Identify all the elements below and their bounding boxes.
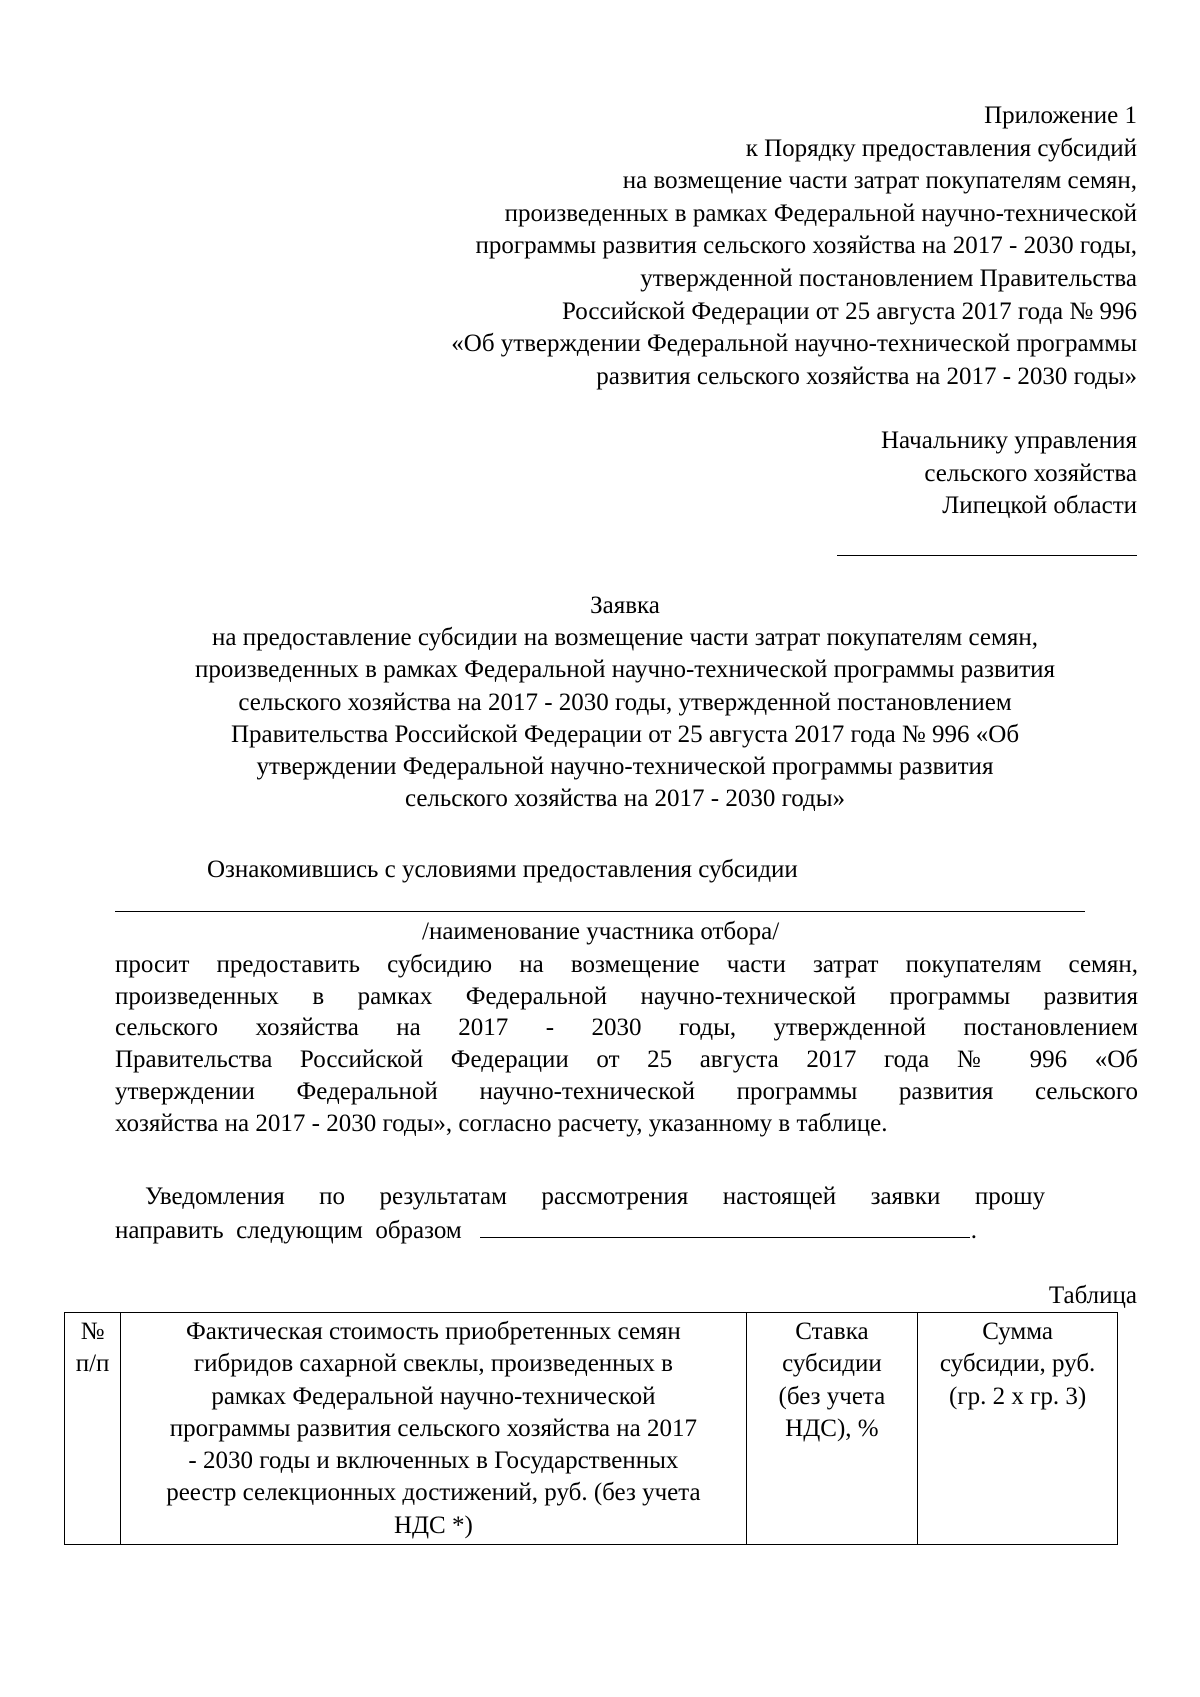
request-line: произведенных в рамках Федеральной научно-технической программы развития bbox=[115, 982, 1138, 1010]
header-line: (без учета bbox=[778, 1382, 886, 1410]
participant-name-blank[interactable] bbox=[115, 911, 1085, 912]
annex-line: произведенных в рамках Федеральной научно-технической bbox=[504, 199, 1137, 227]
header-line: Сумма bbox=[982, 1318, 1053, 1345]
subsidy-calculation-table bbox=[64, 1312, 1118, 1545]
notification-word: рассмотрения bbox=[541, 1183, 689, 1210]
application-subtitle-line: Правительства Российской Федерации от 25 августа 2017 года № 996 «Об bbox=[230, 720, 1020, 748]
addressee-signature-blank[interactable] bbox=[837, 555, 1137, 556]
annex-line: Приложение 1 bbox=[984, 102, 1137, 129]
notification-method-label: направить следующим образом bbox=[115, 1217, 462, 1244]
header-cell-rate bbox=[746, 1313, 918, 1545]
annex-line: «Об утверждении Федеральной научно-технической программы bbox=[451, 330, 1137, 358]
request-line: хозяйства на 2017 - 2030 годы», согласно расчету, указанному в таблице. bbox=[115, 1109, 888, 1137]
annex-line: к Порядку предоставления субсидий bbox=[745, 134, 1137, 162]
application-subtitle-line: утверждении Федеральной научно-технической программы развития bbox=[256, 753, 994, 781]
header-line: реестр селекционных достижений, руб. (без учета bbox=[166, 1479, 701, 1507]
header-line: гибридов сахарной свеклы, произведенных в bbox=[193, 1350, 673, 1378]
request-line: просит предоставить субсидию на возмещение части затрат покупателям семян, bbox=[115, 951, 1138, 978]
notification-word: заявки bbox=[870, 1183, 941, 1210]
intro-text: Ознакомившись с условиями предоставления субсидии bbox=[207, 856, 798, 883]
addressee-line: Липецкой области bbox=[942, 492, 1137, 519]
header-line: рамках Федеральной научно-технической bbox=[211, 1382, 656, 1410]
notification-line-2 bbox=[115, 1213, 977, 1247]
notification-word: прошу bbox=[974, 1183, 1045, 1210]
notification-word: Уведомления bbox=[145, 1183, 285, 1210]
application-subtitle-line: произведенных в рамках Федеральной научно-технической программы развития bbox=[195, 656, 1055, 684]
header-cell-amount bbox=[918, 1313, 1118, 1545]
header-line: № bbox=[80, 1318, 105, 1345]
annex-line: на возмещение части затрат покупателям семян, bbox=[622, 167, 1137, 195]
notification-word: настоящей bbox=[722, 1183, 837, 1210]
header-line: субсидии bbox=[782, 1350, 882, 1378]
application-title-block bbox=[60, 590, 1190, 815]
notification-word: результатам bbox=[379, 1183, 507, 1210]
header-line: - 2030 годы и включенных в Государственных bbox=[188, 1447, 679, 1475]
notification-end-mark: . bbox=[970, 1217, 977, 1244]
addressee-line: сельского хозяйства bbox=[924, 459, 1137, 487]
header-cell-cost bbox=[121, 1313, 746, 1545]
application-subtitle-line: на предоставление субсидии на возмещение части затрат покупателям семян, bbox=[212, 624, 1038, 652]
annex-line: Российской Федерации от 25 августа 2017 года № 996 bbox=[561, 297, 1137, 325]
header-line: Ставка bbox=[795, 1318, 869, 1345]
header-line: (гр. 2 х гр. 3) bbox=[949, 1382, 1087, 1410]
request-paragraph bbox=[115, 949, 1138, 1139]
application-subtitle-line: сельского хозяйства на 2017 - 2030 годы, утвержденной постановлением bbox=[238, 688, 1012, 716]
notification-method-blank[interactable] bbox=[480, 1213, 970, 1238]
addressee-line: Начальнику управления bbox=[881, 427, 1137, 454]
header-line: п/п bbox=[75, 1350, 110, 1378]
request-line: сельского хозяйства на 2017 - 2030 годы, утвержденной постановлением bbox=[115, 1014, 1138, 1042]
table-label: Таблица bbox=[1048, 1282, 1137, 1309]
table-header-row bbox=[65, 1313, 1118, 1545]
notification-word: по bbox=[319, 1183, 346, 1210]
notification-line-1 bbox=[145, 1181, 1045, 1213]
request-line: Правительства Российской Федерации от 25 августа 2017 года № 996 «Об bbox=[115, 1046, 1138, 1074]
request-line: утверждении Федеральной научно-технической программы развития сельского bbox=[115, 1077, 1138, 1105]
participant-name-caption: /наименование участника отбора/ bbox=[422, 918, 780, 945]
header-line: НДС), % bbox=[785, 1414, 879, 1442]
header-line: Фактическая стоимость приобретенных семян bbox=[186, 1318, 681, 1345]
header-line: программы развития сельского хозяйства на 2017 bbox=[169, 1414, 697, 1442]
annex-line: утвержденной постановлением Правительства bbox=[640, 264, 1137, 292]
annex-line: программы развития сельского хозяйства на 2017 - 2030 годы, bbox=[475, 232, 1137, 260]
header-cell-number bbox=[65, 1313, 121, 1545]
addressee-block bbox=[637, 425, 1137, 523]
header-line: НДС *) bbox=[393, 1511, 473, 1539]
header-line: субсидии, руб. bbox=[939, 1350, 1096, 1378]
application-title: Заявка bbox=[590, 592, 660, 619]
annex-header bbox=[237, 100, 1137, 393]
annex-line: развития сельского хозяйства на 2017 - 2030 годы» bbox=[596, 362, 1137, 390]
application-subtitle-line: сельского хозяйства на 2017 - 2030 годы» bbox=[404, 785, 846, 813]
